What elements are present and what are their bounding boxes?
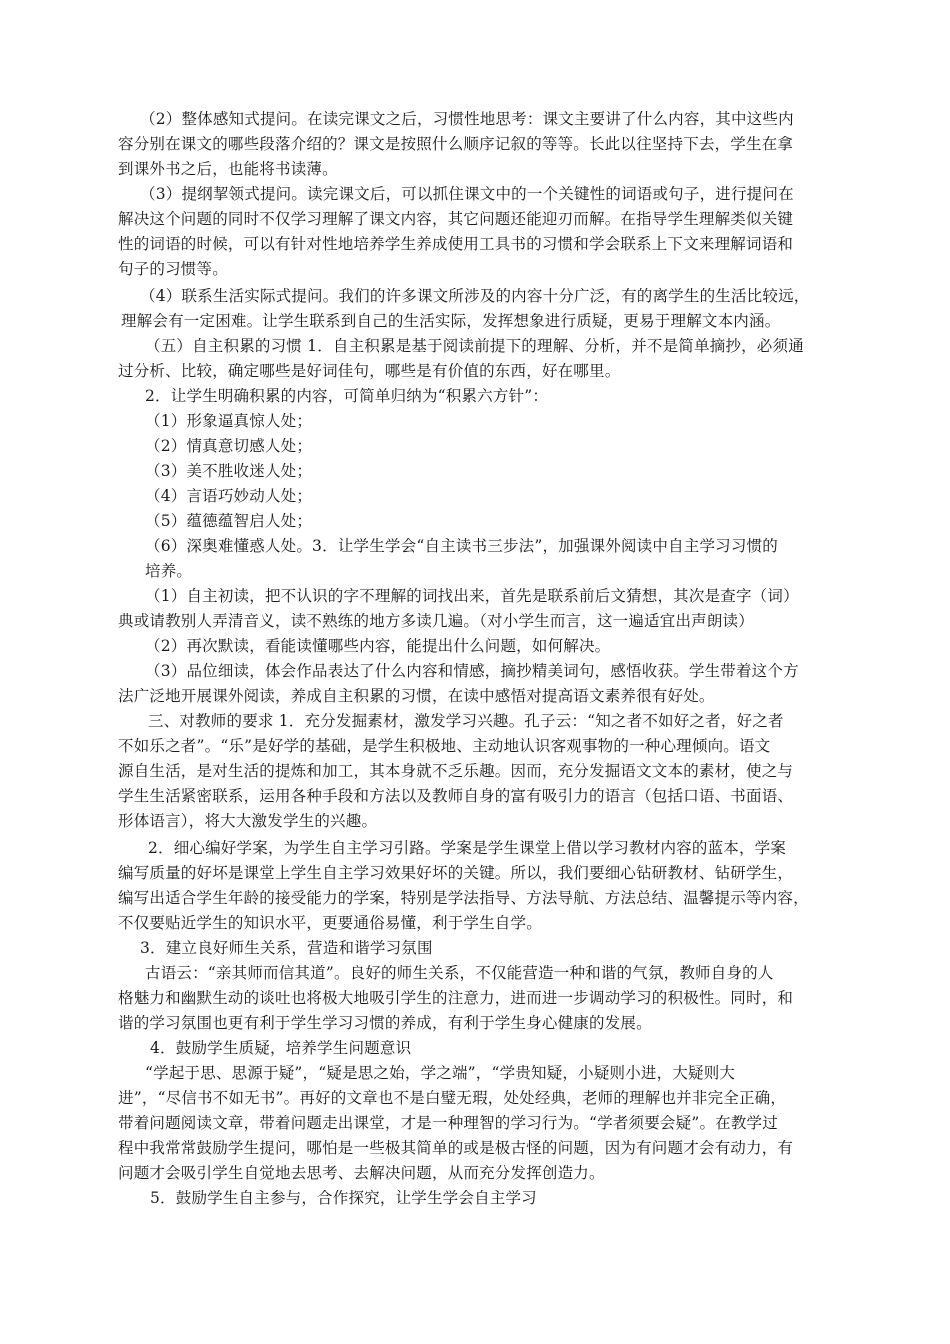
- text-line: （1）自主初读，把不认识的字不理解的词找出来，首先是联系前后文猜想，其次是查字（词）: [145, 587, 799, 605]
- text-line: （3）品位细读，体会作品表达了什么内容和情感，摘抄精美词句，感悟收获。学生带着这个方: [145, 662, 799, 680]
- text-line: 不仅要贴近学生的知识水平，更要通俗易懂，利于学生自学。: [118, 914, 542, 932]
- text-line: 句子的习惯等。: [118, 260, 228, 278]
- text-line: 2．让学生明确积累的内容，可简单归纳为“积累六方针”：: [145, 387, 549, 405]
- text-line: 法广泛地开展课外阅读，养成自主积累的习惯，在读中感悟对提高语文素养很有好处。: [118, 687, 715, 705]
- text-line: 编写出适合学生年龄的接受能力的学案，特别是学法指导、方法导航、方法总结、温馨提示等内容，: [118, 889, 809, 907]
- text-line: （1）形象逼真惊人处；: [145, 412, 313, 430]
- text-line: 问题才会吸引学生自觉地去思考、去解决问题，从而充分发挥创造力。: [118, 1164, 605, 1182]
- text-line: 编写质量的好坏是课堂上学生自主学习效果好坏的关键。所以，我们要细心钻研教材、钻研学生，: [118, 864, 794, 882]
- text-line: 谐的学习氛围也更有利于学生学习习惯的养成，有利于学生身心健康的发展。: [118, 1014, 652, 1032]
- text-line: （2）再次默读，看能读懂哪些内容，能提出什么问题，如何解决。: [145, 637, 611, 655]
- text-line: （6）深奥难懂惑人处。3．让学生学会“自主读书三步法”，加强课外阅读中自主学习习惯的: [145, 537, 778, 555]
- text-line: （五）自主积累的习惯 1．自主积累是基于阅读前提下的理解、分析，并不是简单摘抄，必须通: [145, 337, 804, 355]
- text-line: 不如乐之者”。“乐”是好学的基础，是学生积极地、主动地认识客观事物的一种心理倾向。语文: [118, 737, 771, 755]
- text-line: 古语云：“亲其师而信其道”。良好的师生关系，不仅能营造一种和谐的气氛，教师自身的人: [145, 964, 774, 982]
- text-line: 5．鼓励学生自主参与，合作探究，让学生学会自主学习: [150, 1189, 537, 1207]
- text-line: 程中我常常鼓励学生提问，哪怕是一些极其简单的或是极古怪的问题，因为有问题才会有动力，有: [118, 1139, 794, 1157]
- text-line: 学生生活紧密联系，运用各种手段和方法以及教师自身的富有吸引力的语言（包括口语、书面语、: [118, 787, 794, 805]
- text-line: 解决这个问题的同时不仅学习理解了课文内容，其它问题还能迎刃而解。在指导学生理解类似关键: [118, 210, 794, 228]
- text-line: 2．细心编好学案，为学生自主学习引路。学案是学生课堂上借以学习教材内容的蓝本，学案: [148, 839, 787, 857]
- text-line: 三、对教师的要求 1．充分发掘素材，激发学习兴趣。孔子云：“知之者不如好之者，好之者: [148, 712, 784, 730]
- text-line: （2）情真意切感人处；: [145, 437, 313, 455]
- text-line: 进”，“尽信书不如无书”。再好的文章也不是白璧无瑕，处处经典，老师的理解也并非完全正确，: [118, 1089, 787, 1107]
- text-line: 理解会有一定困难。让学生联系到自己的生活实际，发挥想象进行质疑，更易于理解文本内涵。: [121, 312, 781, 330]
- text-line: 形体语言），将大大激发学生的兴趣。: [118, 812, 378, 830]
- text-line: （2）整体感知式提问。在读完课文之后，习惯性地思考：课文主要讲了什么内容，其中这些内: [140, 110, 794, 128]
- text-line: 带着问题阅读文章，带着问题走出课堂，才是一种理智的学习行为。“学者须要会疑”。在教学过: [118, 1114, 778, 1132]
- text-line: 过分析、比较，确定哪些是好词佳句，哪些是有价值的东西，好在哪里。: [118, 362, 621, 380]
- text-line: “学起于思、思源于疑”，“疑是思之始，学之端”，“学贵知疑，小疑则小进，大疑则大: [145, 1064, 736, 1082]
- text-line: 4．鼓励学生质疑，培养学生问题意识: [150, 1039, 412, 1057]
- text-line: （3）提纲挈领式提问。读完课文后，可以抓住课文中的一个关键性的词语或句子，进行提问在: [140, 185, 794, 203]
- text-line: 容分别在课文的哪些段落介绍的？课文是按照什么顺序记叙的等等。长此以往坚持下去，学生在拿: [118, 135, 794, 153]
- text-line: 培养。: [145, 562, 193, 580]
- text-line: （4）言语巧妙动人处；: [145, 487, 313, 505]
- text-line: 源自生活，是对生活的提炼和加工，其本身就不乏乐趣。因而，充分发掘语文文本的素材，使之与: [118, 762, 794, 780]
- text-line: 3．建立良好师生关系，营造和谐学习氛围: [140, 939, 433, 957]
- text-line: 格魅力和幽默生动的谈吐也将极大地吸引学生的注意力，进而进一步调动学习的积极性。同时，和: [118, 989, 794, 1007]
- text-line: 到课外书之后，也能将书读薄。: [118, 160, 338, 178]
- text-line: （5）蕴德蕴智启人处；: [145, 512, 313, 530]
- text-line: 性的词语的时候，可以有针对性地培养学生养成使用工具书的习惯和学会联系上下文来理解词语和: [118, 235, 794, 253]
- text-line: （4）联系生活实际式提问。我们的许多课文所涉及的内容十分广泛，有的离学生的生活比较远，: [140, 287, 810, 305]
- text-line: 典或请教别人弄清音义，读不熟练的地方多读几遍。（对小学生而言，这一遍适宜出声朗读）: [118, 612, 754, 630]
- text-line: （3）美不胜收迷人处；: [145, 462, 313, 480]
